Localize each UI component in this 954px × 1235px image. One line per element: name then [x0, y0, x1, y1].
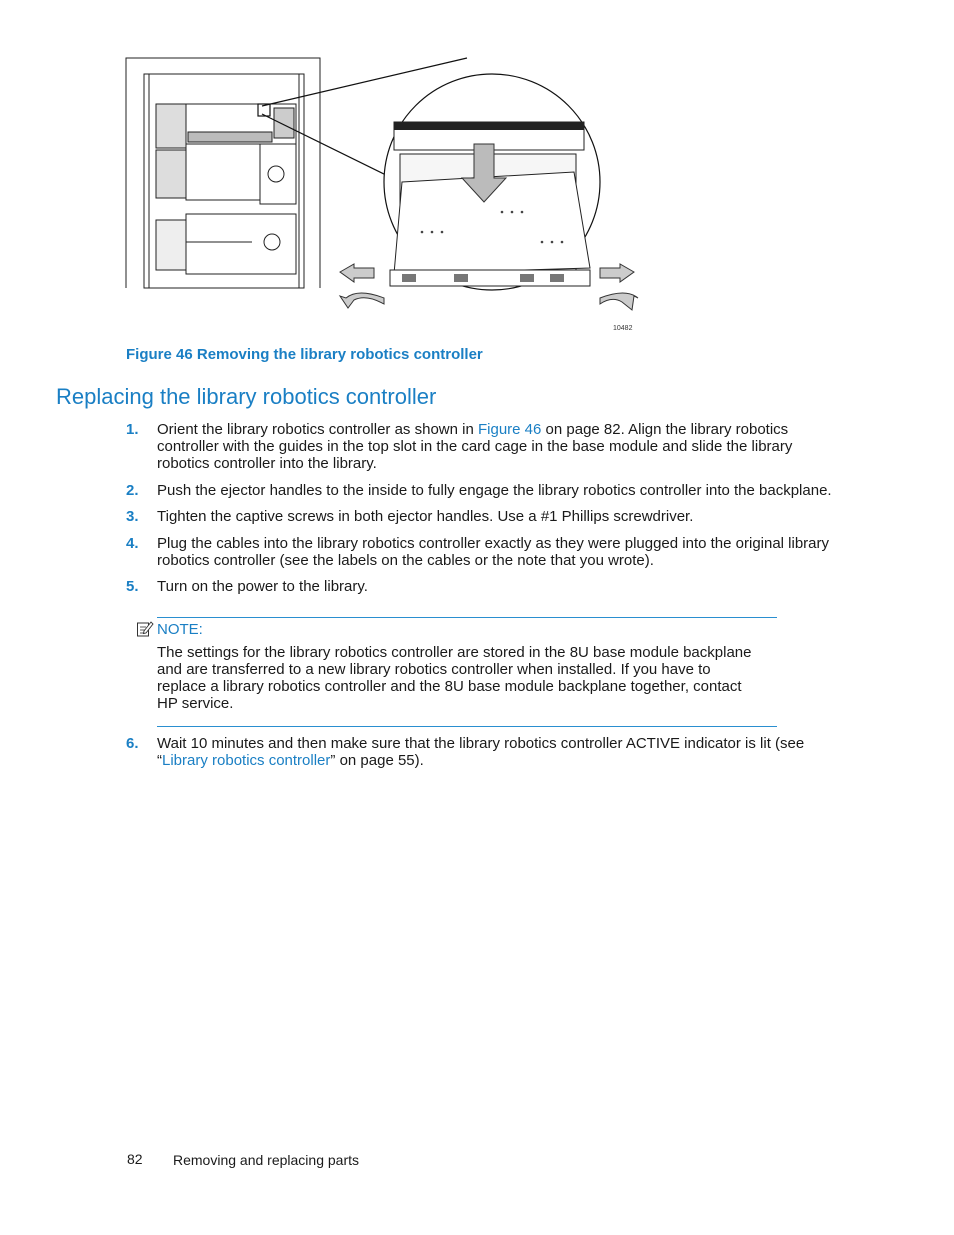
- step-6: [126, 735, 832, 769]
- figure-caption: [126, 346, 483, 363]
- step-text: Push the ejector handles to the inside to fully engage the library robotics controller into the backplane.: [157, 482, 832, 499]
- step-number: 2.: [126, 482, 139, 499]
- step-number: 6.: [126, 735, 139, 752]
- step-number: 1.: [126, 421, 139, 438]
- rack-illustration: [126, 58, 320, 288]
- footer-page-number: 82: [127, 1151, 143, 1167]
- left-push-arrow: [340, 264, 374, 282]
- step-4: [126, 535, 832, 569]
- right-rotate-arrow: [600, 293, 638, 310]
- step-text: Turn on the power to the library.: [157, 578, 368, 595]
- figure-id-number: 10482: [613, 325, 633, 332]
- note-top-rule: [157, 617, 777, 618]
- step-text: Orient the library robotics controller as shown in Figure 46 on page 82. Align the library robotics controller with the guides in the top slot in the card cage in the base module and slide the library robotics controller into the library.: [157, 421, 793, 472]
- step-text: Tighten the captive screws in both ejector handles. Use a #1 Phillips screwdriver.: [157, 508, 694, 525]
- note-bottom-rule: [157, 726, 777, 727]
- right-push-arrow: [600, 264, 634, 282]
- step-2: [126, 482, 832, 499]
- step-number: 5.: [126, 578, 139, 595]
- note-body: The settings for the library robotics controller are stored in the 8U base module backplane and are transferred to a new library robotics controller when installed. If you have to replace a library robotics controller and the 8U base module backplane together, contact HP service.: [157, 644, 752, 712]
- step-number: 3.: [126, 508, 139, 525]
- left-rotate-arrow: [340, 293, 384, 308]
- footer-chapter-title: Removing and replacing parts: [173, 1152, 359, 1168]
- step-1: [126, 421, 832, 473]
- figure-46-link[interactable]: Figure 46: [477, 421, 542, 438]
- library-robotics-controller-figure: [122, 52, 642, 338]
- step-text: Plug the cables into the library robotics controller exactly as they were plugged into the original library robotics controller (see the labels on the cables or the note that you wrote).: [157, 535, 830, 569]
- step-number: 4.: [126, 535, 139, 552]
- figure-caption-label: Figure 46: [126, 346, 193, 363]
- step-5: [126, 578, 832, 595]
- section-title: Replacing the library robotics controller: [56, 384, 437, 409]
- step-text: Wait 10 minutes and then make sure that the library robotics controller ACTIVE indicator is lit (see “Library robotics controller” on page 55).: [157, 735, 805, 769]
- library-robotics-controller-link[interactable]: Library robotics controller: [162, 752, 331, 769]
- step-3: [126, 508, 832, 525]
- note-icon: [136, 620, 154, 638]
- note-label: NOTE:: [157, 621, 203, 638]
- figure-caption-text: Removing the library robotics controller: [196, 346, 483, 363]
